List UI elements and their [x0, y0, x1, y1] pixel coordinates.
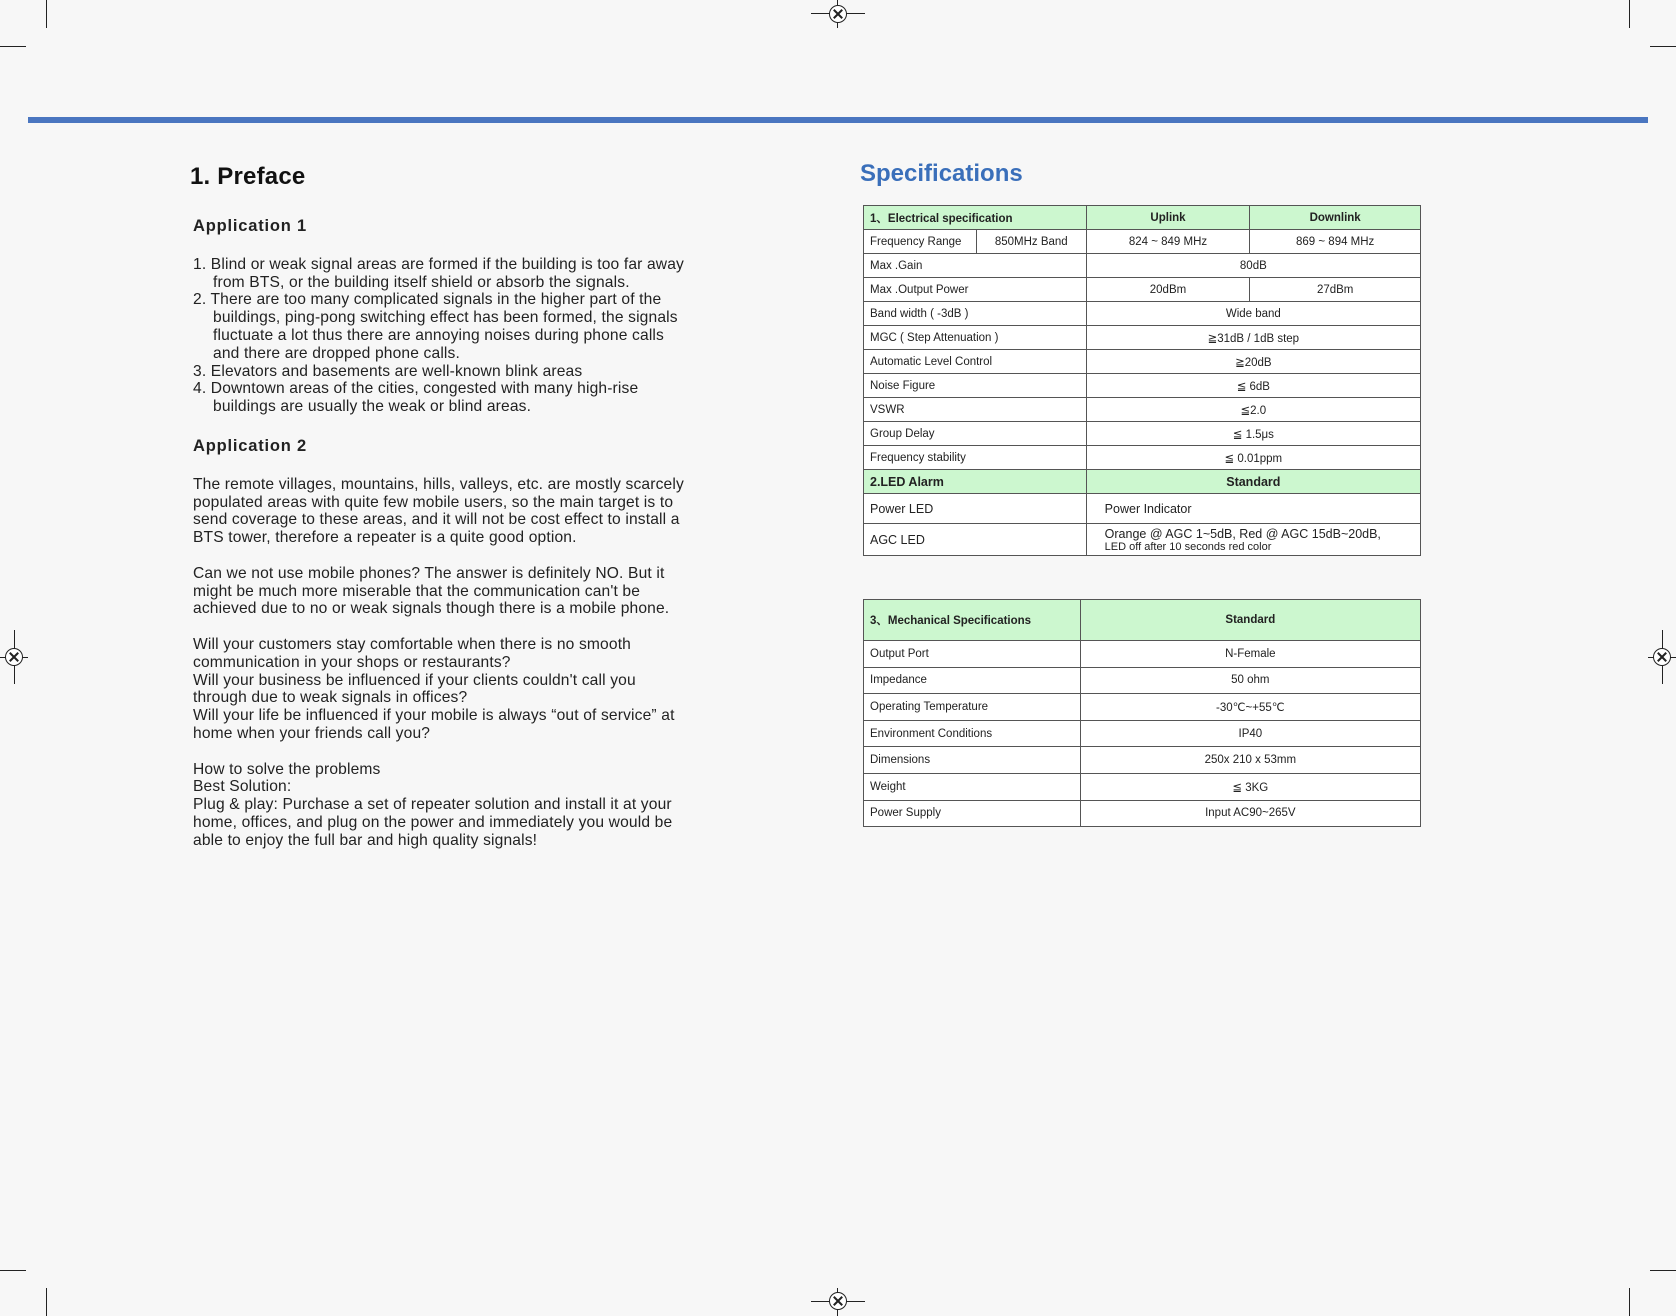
crop-mark — [1650, 46, 1676, 47]
row-label: Power Supply — [864, 800, 1081, 827]
row-label: Environment Conditions — [864, 720, 1081, 747]
question: Will your business be influenced if your clients couldn't call you through due to weak signals in offices? — [193, 671, 636, 707]
row-cell: IP40 — [1080, 720, 1420, 747]
row-cell: 824 ~ 849 MHz — [1086, 230, 1250, 254]
row-label: Impedance — [864, 667, 1081, 694]
row-cell: 250x 210 x 53mm — [1080, 747, 1420, 774]
crop-mark — [1629, 1288, 1630, 1316]
row-label: Max .Gain — [864, 254, 1087, 278]
table-row — [864, 494, 1421, 524]
agc-led-value: Orange @ AGC 1~5dB, Red @ AGC 15dB~20dB, — [1104, 526, 1381, 541]
table-row — [864, 773, 1421, 800]
row-label: MGC ( Step Attenuation ) — [864, 326, 1087, 350]
page-title: 1. Preface — [190, 163, 306, 190]
row-cell: 27dBm — [1250, 278, 1421, 302]
list-item: 2. There are too many complicated signals in the higher part of the buildings, ping-pong switching effect has been formed, the signals fluctuate a lot thus there are annoying noises during phone calls and there are dropped phone calls. — [193, 291, 678, 362]
question: Will your customers stay comfortable when there is no smooth communication in your shops or restaurants? — [193, 635, 631, 671]
paragraph: The remote villages, mountains, hills, valleys, etc. are mostly scarcely populated areas with quite few mobile users, so the main target is to send coverage to these areas, and it will not be cost effect to install a BTS tower, therefore a repeater is a quite good option. — [193, 475, 684, 547]
row-label: Operating Temperature — [864, 694, 1081, 721]
row-cell: 50 ohm — [1080, 667, 1420, 694]
list-item: 3. Elevators and basements are well-known blink areas — [193, 362, 583, 380]
row-cell: ≧20dB — [1086, 350, 1420, 374]
row-cell — [1086, 524, 1420, 556]
row-cell: Wide band — [1086, 302, 1420, 326]
row-label: Weight — [864, 773, 1081, 800]
row-cell: 869 ~ 894 MHz — [1250, 230, 1421, 254]
row-label: Max .Output Power — [864, 278, 1087, 302]
row-cell: ≦ 1.5μs — [1086, 422, 1420, 446]
table-row — [864, 446, 1421, 470]
row-cell: 80dB — [1086, 254, 1420, 278]
row-cell: Power Indicator — [1086, 494, 1420, 524]
solution-text: Plug & play: Purchase a set of repeater solution and install it at your home, offices, and plug on the power and immediately you would be able to enjoy the full bar and high quality signals! — [193, 796, 673, 849]
row-cell: N-Female — [1080, 641, 1420, 668]
table-row — [864, 641, 1421, 668]
list-item: 4. Downtown areas of the cities, congested with many high-rise buildings are usually the weak or blind areas. — [193, 380, 639, 416]
table-row — [864, 667, 1421, 694]
paragraph: Can we not use mobile phones? The answer is definitely NO. But it might be much more miserable that the communication can't be achieved due to no or weak signals though there is a mobile phone. — [193, 564, 670, 618]
row-cell: 20dBm — [1086, 278, 1250, 302]
header-cell: Downlink — [1250, 206, 1421, 230]
row-label: Power LED — [864, 494, 1087, 524]
row-label: Noise Figure — [864, 374, 1087, 398]
row-label: AGC LED — [864, 524, 1087, 556]
row-cell: ≦2.0 — [1086, 398, 1420, 422]
electrical-spec-table — [863, 205, 1421, 556]
header-cell: 3、Mechanical Specifications — [864, 600, 1081, 641]
header-cell: Standard — [1086, 470, 1420, 494]
table-row — [864, 350, 1421, 374]
header-cell: Standard — [1080, 600, 1420, 641]
table-row — [864, 326, 1421, 350]
row-label: Group Delay — [864, 422, 1087, 446]
row-cell: ≦ 0.01ppm — [1086, 446, 1420, 470]
row-cell: 850MHz Band — [976, 230, 1086, 254]
table-row — [864, 422, 1421, 446]
table-row — [864, 720, 1421, 747]
application-1-list — [193, 256, 693, 416]
crop-mark — [0, 46, 26, 47]
crop-mark — [1650, 1270, 1676, 1271]
crop-mark — [0, 1270, 26, 1271]
table-row — [864, 694, 1421, 721]
header-cell: Uplink — [1086, 206, 1250, 230]
row-cell: ≦ 3KG — [1080, 773, 1420, 800]
row-cell: -30℃~+55℃ — [1080, 694, 1420, 721]
application-1-heading: Application 1 — [193, 217, 307, 235]
row-label: Automatic Level Control — [864, 350, 1087, 374]
header-cell: 2.LED Alarm — [864, 470, 1087, 494]
mechanical-spec-table — [863, 599, 1421, 827]
agc-led-note: LED off after 10 seconds red color — [1104, 540, 1272, 553]
row-label: Frequency Range — [864, 230, 977, 254]
row-label: Output Port — [864, 641, 1081, 668]
row-label: Frequency stability — [864, 446, 1087, 470]
row-cell: Input AC90~265V — [1080, 800, 1420, 827]
application-2-heading: Application 2 — [193, 436, 307, 455]
registration-mark-icon — [829, 5, 847, 23]
crop-mark — [1629, 0, 1630, 28]
crop-mark — [46, 1288, 47, 1316]
table-header-row — [864, 206, 1421, 230]
table-row — [864, 278, 1421, 302]
solution-label: Best Solution: — [193, 778, 292, 796]
registration-mark-icon — [5, 648, 23, 666]
list-item: 1. Blind or weak signal areas are formed if the building is too far away from BTS, or the building itself shield or absorb the signals. — [193, 255, 684, 291]
row-label: VSWR — [864, 398, 1087, 422]
row-cell: ≦ 6dB — [1086, 374, 1420, 398]
registration-mark-icon — [1653, 648, 1671, 666]
solution-heading: How to solve the problems — [193, 760, 381, 778]
header-cell: 1、Electrical specification — [864, 206, 1087, 230]
table-row — [864, 374, 1421, 398]
row-cell: ≧31dB / 1dB step — [1086, 326, 1420, 350]
table-row — [864, 800, 1421, 827]
table-row — [864, 747, 1421, 774]
specifications-title: Specifications — [860, 160, 1023, 187]
registration-mark-icon — [829, 1292, 847, 1310]
question: Will your life be influenced if your mobile is always “out of service” at home when your friends call you? — [193, 707, 675, 742]
table-row — [864, 524, 1421, 556]
table-header-row — [864, 600, 1421, 641]
crop-mark — [46, 0, 47, 28]
preface-content — [193, 218, 693, 850]
header-bar — [28, 117, 1648, 123]
table-row — [864, 230, 1421, 254]
row-label: Band width ( -3dB ) — [864, 302, 1087, 326]
row-label: Dimensions — [864, 747, 1081, 774]
table-row — [864, 254, 1421, 278]
table-row — [864, 302, 1421, 326]
table-header-row — [864, 470, 1421, 494]
table-row — [864, 398, 1421, 422]
